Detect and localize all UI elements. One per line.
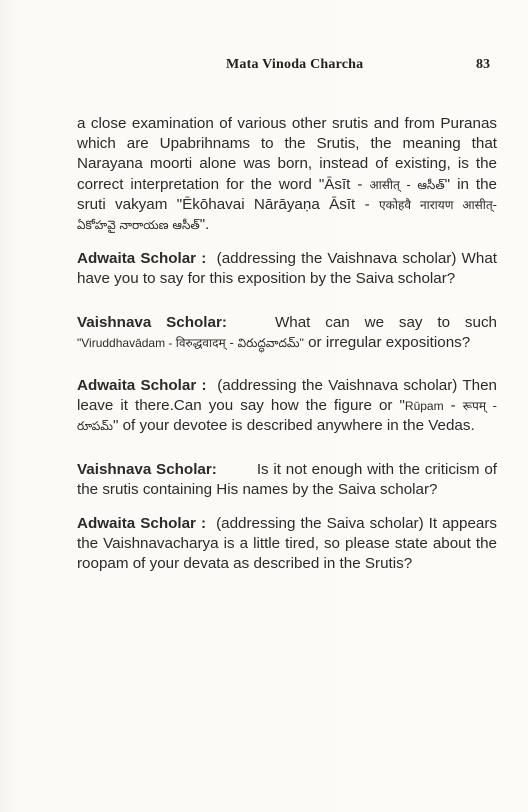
running-header (0, 57, 528, 77)
paragraph-2-text: (addressing the Vaishnava scholar) What have you to say for this exposition by the Saiva scholar? (77, 250, 497, 288)
page-number: 83 (476, 57, 490, 72)
paragraph-3-small-a: "Viruddhavādam - (77, 335, 176, 350)
paragraph-1-indic-b: एकोहवै नारायण आसीत्- ఏకోహవై నారాయణ ఆసీత్ (77, 197, 497, 233)
paragraph-3 (77, 313, 497, 353)
paragraph-5-text: Is it not enough with the criticism of the srutis containing His names by the Saiva scholar? (77, 460, 497, 498)
speaker-label: Vaishnava Scholar: (77, 313, 227, 331)
paragraph-3-text-b: or irregular expositions? (303, 333, 471, 351)
speaker-label: Vaishnava Scholar: (77, 460, 217, 478)
speaker-label: Adwaita Scholar : (77, 250, 207, 268)
paragraph-3-text-a: What can we say to such (274, 313, 497, 331)
paragraph-2 (77, 249, 497, 289)
paragraph-4 (77, 376, 497, 437)
paragraph-6 (77, 514, 497, 575)
paragraph-6-text: (addressing the Saiva scholar) It appears the Vaishnavacharya is a little tired, so please state about the roopam of your devata as described in the Srutis? (77, 515, 497, 573)
paragraph-4-indic-a: रूपम् - రూపమ్ (77, 399, 498, 434)
paragraph-5 (77, 460, 497, 500)
paragraph-3-indic-a: विरुद्धवादम् - విరుద్ధవాదమ్ (175, 335, 300, 350)
paragraph-1-indic-a: आसीत् - ఆసీత్ (369, 177, 445, 192)
paragraph-3-small-b: " (299, 335, 304, 350)
paragraph-1-text-a: a close examination of various other srutis and from Puranas which are Upabrihnams to the Srutis, the meaning that Narayana moorti alone was born, instead of existing, is the correct interpretation for the word "Āsīt - (77, 115, 497, 193)
paragraph-4-text-b: - (443, 397, 463, 415)
paragraph-1-text-c: ". (199, 216, 210, 234)
paragraph-4-text-a: (addressing the Vaishnava scholar) Then leave it there.Can you say how the figure or " (77, 377, 497, 415)
page-body (77, 114, 497, 598)
paragraph-4-small-a: Rūpam (404, 399, 444, 414)
header-title: Mata Vinoda Charcha (226, 57, 364, 72)
paragraph-1-text-b: " in the sruti vakyam "Ēkōhavai Nārāyaṇa Āsīt - (77, 175, 498, 213)
speaker-label: Adwaita Scholar : (77, 377, 207, 395)
paragraph-1 (77, 114, 497, 235)
speaker-label: Adwaita Scholar : (77, 515, 207, 533)
paragraph-4-text-c: " of your devotee is described anywhere in the Vedas. (113, 417, 475, 435)
